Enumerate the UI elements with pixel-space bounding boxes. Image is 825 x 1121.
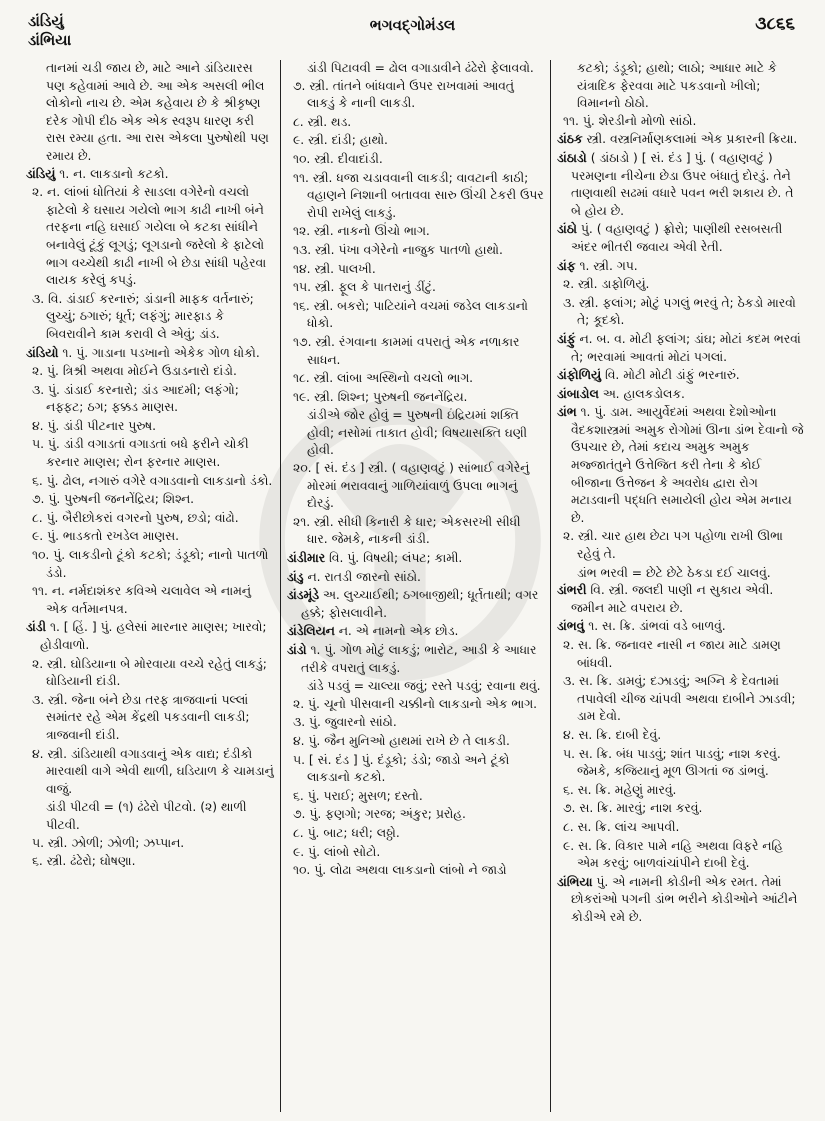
definition-text: ૧. પું. ડામ. આયુર્વેદમાં અથવા દેશોઓના વૈદકશાસ્ત્રમાં અમુક રોગોમાં ઊના ડાંભ દેવાનો જે ઉપચાર છે, તેમાં કદાચ અમુક અમુક મજ્જાતંતુને ઉત્તેજિત કરી તેના કે કોઈ બીજાના ઉત્તેજન કે અવરોધ દ્વારા રોગ મટાડવાની પદ્ધતિ સમાયેલી હોય એમ મનાય છે. [571, 405, 804, 525]
entry-sense [287, 862, 544, 880]
entry-sense [287, 714, 544, 732]
entry-sense [287, 298, 544, 333]
entry-sense [287, 151, 544, 169]
definition-text: ૨. પું. ચૂનો પીસવાની ચક્કીનો લાકડાનો એક ભાગ. [293, 696, 538, 711]
entry-sense [26, 382, 274, 417]
dictionary-entry [557, 404, 804, 527]
entry-sense [287, 334, 544, 369]
entry-sense [557, 819, 804, 837]
definition-text: ૫. [ સં. દંડ ] પું. દંડૂકો; ડંડો; જાડો અને ટૂંકો લાકડાનો કટકો. [293, 752, 510, 785]
dictionary-entry [557, 618, 804, 636]
dictionary-entry [287, 587, 544, 622]
entry-sense [26, 184, 274, 290]
dictionary-entry [26, 166, 274, 184]
entry-sense [26, 583, 274, 618]
entry-sense [287, 788, 544, 806]
definition-text: ૧૨. સ્ત્રી. નાકનો ઊંચો ભાગ. [293, 224, 430, 239]
definition-text: ૮. પું. બાટ; ધરી; લઠ્ઠો. [293, 825, 400, 840]
definition-text: અ. હાલકડોલક. [602, 386, 685, 401]
definition-text: ૪. પું. ડાંડી પીટનાર પુરુષ. [32, 418, 157, 433]
dictionary-entry [26, 619, 274, 654]
headword: ડાંફ [557, 258, 576, 273]
running-title: ભગવદ્ગોમંડલ [369, 16, 456, 34]
dictionary-entry [287, 569, 544, 587]
definition-text: ૭. સ્ત્રી. તાંતને બાંધવાને ઉપર રાખવામાં આવતું લાકડું કે નાની લાકડી. [293, 78, 514, 111]
dictionary-entry [557, 221, 804, 256]
entry-sense [26, 656, 274, 691]
entry-sense [557, 727, 804, 745]
definition-text: ૩. વિ. ડાંડાઈ કરનારું; ડાંડાની માફક વર્તનારું; લુચ્ચું; ઠગારું; ધૂર્ત; લફંગું; મારફાડ કે બિવરાવીને કામ કરાવી લે એવું; ડાંડ. [32, 291, 254, 341]
definition-text: ૧૫. સ્ત્રી. ફૂલ કે પાતરાનું ડીંટું. [293, 280, 436, 295]
definition-text: ૧. પું. ગાડાના પડખાનો એકેક ગોળ ધોકો. [62, 345, 260, 360]
entry-text [287, 60, 544, 78]
definition-text: ૮. પું. બૈરીછોકરાં વગરનો પુરુષ, છડો; વાંઢો. [32, 510, 239, 525]
headword: ડાંડુ [287, 569, 304, 584]
entry-sense [287, 370, 544, 388]
entry-sense [287, 170, 544, 223]
definition-text: ૧૬. સ્ત્રી. બકરો; પાટિયાંને વચમાં જડેલ લાકડાનો ધોકો. [293, 298, 528, 331]
definition-text: ૧૧. સ્ત્રી. ધજા ચડાવવાની લાકડી; વાવટાની કાઠી; વહાણને નિશાની બતાવવા સારુ ઊંચી ટેકરી ઉપર રોપી રાખેલું લાકડું. [293, 170, 544, 220]
definition-text: ૨. સ્ત્રી. ડાફોળિયું. [563, 277, 650, 292]
definition-text: ૨. સ્ત્રી. ઘોડિયાના બે મોરવાયા વચ્ચે રહેતું લાકડું; ઘોડિયાની દાંડી. [32, 656, 267, 689]
dictionary-entry [557, 386, 804, 404]
definition-text: ૯. સ. ક્રિ. વિકાર પામે નહિ અથવા વિફરે નહિ એમ કરવું; બાળવાંચાંપીને દાબી દેવું. [563, 838, 783, 871]
definition-text: અ. લુચ્ચાઈથી; ઠગબાજીથી; ધૂર્તતાથી; વગર હક્કે; ફોસલાવીને. [301, 588, 539, 620]
headword: ડાંબાડોલ [557, 386, 599, 401]
definition-text: તાનમાં ચડી જાય છે, માટે આને ડાંડિયારસ પણ કહેવામાં આવે છે. આ એક અસલી ભીલ લોકોનો નાચ છે. એમ કહેવાય છે કે શ્રીકૃષ્ણ દરેક ગોપી દીઠ એક એક સ્વરૂપ ધારણ કરી રાસ રમ્યા હતા. આ રાસ એકલા પુરુષોથી પણ રમાય છે. [46, 61, 269, 163]
headword: ડાંડિયું [26, 166, 56, 181]
entry-text [26, 799, 274, 834]
entry-sense [26, 436, 274, 471]
dictionary-entry [26, 345, 274, 363]
entry-sense [26, 510, 274, 528]
entry-sense [287, 78, 544, 113]
definition-text: ૫. સ. ક્રિ. બંધ પાડવું; શાંત પાડવું; નાશ કરવું. જેમકે, કજિયાનું મૂળ ઊગતાં જ ડાંભવું. [563, 746, 781, 779]
entry-sense [557, 113, 804, 131]
headword: ડાંભિયા [557, 874, 593, 889]
definition-text: ( ડાંઠાડો ) [ સં. દંડ ] પું. ( વહાણવટું ) પરમણના નીચેના છેડા ઉપર બંધાતું દોરડું. તેને તાણવાથી સઢમાં વધારે પવન ભરી શકાય છે. તે બે હોય છે. [571, 150, 794, 218]
definition-text: વિ. મોટી મોટી ડાંફું ભરનારું. [604, 368, 740, 383]
definition-text: ૬. પું. ઢોલ, નગારું વગેરે વગાડવાનો લાકડાનો ડંકો. [32, 473, 273, 488]
dictionary-entry [287, 623, 544, 641]
entry-sense [557, 295, 804, 330]
definition-text: ૧૭. સ્ત્રી. રંગવાના કામમાં વપરાતું એક નળાકાર સાધન. [293, 334, 520, 367]
definition-text: પું. એ નામની કોડીની એક રમત. તેમાં છોકરાંઓ પગની ડાંભ ભરીને કોડીઓને આંટીને કોડીએ રમે છે. [571, 874, 798, 924]
definition-text: ૧. ન. લાકડાનો કટકો. [59, 166, 169, 181]
dictionary-entry [557, 258, 804, 276]
entry-sense [26, 363, 274, 381]
definition-text: ૧૮. સ્ત્રી. લાંબા અસ્થિનો વચલો ભાગ. [293, 371, 474, 386]
definition-text: ૬. પું. પરાઈ; મુસળ; દસ્તો. [293, 788, 423, 803]
definition-text: ડાંડે પડવું = ચાલ્યા જવું; રસ્તે પડવું; રવાના થવું. [307, 679, 541, 694]
definition-text: ૬. સ. ક્રિ. મહેણું મારવું. [563, 782, 677, 797]
entry-sense [26, 291, 274, 344]
definition-text: ૨. પું. ત્રિશ્રી અથવા મોઈને ઉડાડનારો દાંડો. [32, 364, 237, 379]
definition-text: ૨૧. સ્ત્રી. સીધી કિનારી કે ધાર; એકસરખી સીધી ધાર. જેમકે, નાકની ડાંડી. [293, 514, 521, 547]
headword: ડાંડી [26, 620, 47, 635]
page-number: ૩૮૬૬ [755, 14, 795, 34]
column-3 [550, 60, 810, 1112]
definition-text: ૨. ન. લાંબાં ધોતિયાં કે સાડલા વગેરેનો વચલો ફાટેલો કે ઘસાય ગયેલો ભાગ કાઢી નાખી બંને તરફના નહિ ઘસાઈ ગયેલા બે કટકા સાંધીને બનાવેલું ટૂંકું લૂગડું; લૂગડાનો જરેલો કે ફાટેલો ભાગ વચ્ચેથી કાઢી નાખી બે છેડા સાંધી પહેરવા લાયક કરેલું કપડું. [32, 185, 267, 288]
definition-text: ૯. પું. ભાડકતો રખડેલ માણસ. [32, 529, 180, 544]
entry-sense [26, 835, 274, 853]
headword: ડાંડિયો [26, 345, 59, 360]
entry-sense [557, 673, 804, 726]
definition-text: ૧૦. પું. લોઢા અથવા લાકડાનો લાંબો ને જાડો [293, 863, 507, 878]
definition-text: ૯. સ્ત્રી. દાંડી; હાથો. [293, 133, 388, 148]
headword: ડાંઠાડો [557, 150, 587, 165]
entry-sense [557, 800, 804, 818]
entry-sense [287, 389, 544, 407]
entry-sense [287, 132, 544, 150]
column-1 [20, 60, 280, 1112]
definition-text: ૨૦. [ સં. દંડ ] સ્ત્રી. ( વહાણવટું ) સાંભાઈ વગેરેનું મોરમાં ભરાવવાનું ગાળિયાંવાળું ઉપલા ભાગનું દોરડું. [293, 461, 530, 511]
entry-sense [557, 746, 804, 781]
headword: ડાંફોળિયું [557, 368, 602, 383]
entry-sense [287, 752, 544, 787]
definition-text: ન. બ. વ. મોટી ફલાંગ; ડાંઘ; મોટાં કદમ ભરવાં તે; ભરવામાં આવતાં મોટાં પગલાં. [571, 331, 801, 364]
headword: ડાંભવું [557, 619, 585, 634]
dictionary-body [20, 60, 810, 1112]
entry-sense [287, 825, 544, 843]
definition-text: ૧. પું. ગોળ મોટું લાકડું; ભારોટ, આડી કે આધાર તરીકે વપરાતું લાકડું. [301, 643, 537, 675]
headword: ડાંડો [287, 643, 307, 657]
headword: ડાંભરી [557, 583, 587, 598]
definition-text: સ્ત્રી. વસ્ત્રનિર્માણકલામાં એક પ્રકારની ક્રિયા. [586, 132, 798, 147]
definition-text: ૪. સ. ક્રિ. દાબી દેવું. [563, 727, 662, 742]
dictionary-entry [557, 131, 804, 149]
entry-sense [26, 418, 274, 436]
headword: ડાંઠક [557, 132, 583, 147]
definition-text: ૧૧. ન. નર્મદાશંકર કવિએ ચલાવેલ એ નામનું એક વર્તમાનપત્ર. [32, 584, 251, 616]
definition-text: ૧૦. સ્ત્રી. દીવાદાંડી. [293, 151, 383, 166]
entry-text [26, 60, 274, 166]
definition-text: ૧. સ્ત્રી. ગપ. [579, 258, 638, 273]
definition-text: વિ. પું. વિષયી; લંપટ; કામી. [329, 551, 463, 566]
dictionary-entry [287, 642, 544, 677]
definition-text: ૩. પું. ડાંડાઈ કરનારો; ડાંડ આદમી; લફંગો; નફ્ફટ; ઠગ; ફક્કડ માણસ. [32, 382, 239, 415]
definition-text: ૧. [ હિં. ] પું. હલેસાં મારનાર માણસ; ખારવો; હોડીવાળો. [40, 620, 267, 652]
entry-text [557, 60, 804, 113]
entry-sense [26, 746, 274, 799]
entry-sense [26, 491, 274, 509]
entry-text [287, 407, 544, 460]
entry-sense [287, 261, 544, 279]
definition-text: ૫. સ્ત્રી. ઝોળી; ઝોળી; ઝપ્પાન. [32, 835, 185, 850]
definition-text: પું. ( વહાણવટું ) ફ્રોરો; પાણીથી રસબસતી અંદર ભીતરી જવાય એવી રેતી. [571, 222, 783, 254]
entry-sense [287, 696, 544, 714]
headword: ડાંઠો [557, 222, 577, 237]
dictionary-entry [557, 331, 804, 366]
entry-sense [557, 838, 804, 873]
definition-text: ૭. પું. ફણગો; ગરજ; અંકુર; પ્રરોહ. [293, 807, 466, 822]
definition-text: ૧૪. સ્ત્રી. પાલખી. [293, 261, 376, 276]
definition-text: ૧૯. સ્ત્રી. શિશ્ન; પુરુષની જનનેંદ્રિય. [293, 389, 468, 404]
dictionary-entry [557, 582, 804, 617]
definition-text: ૨. સ. ક્રિ. જનાવર નાસી ન જાય માટે ડામણ બાંધવી. [563, 638, 781, 670]
definition-text: વિ. સ્ત્રી. જલદી પાણી ન સુકાય એવી. જમીન માટે વપરાય છે. [571, 583, 774, 615]
entry-sense [557, 637, 804, 672]
dictionary-entry [557, 150, 804, 220]
definition-text: ૧૩. સ્ત્રી. પંખા વગેરેનો નાજુક પાતળો હાથો. [293, 242, 503, 257]
entry-sense [26, 692, 274, 745]
entry-sense [557, 782, 804, 800]
definition-text: ૯. પું. લાંબો સોટો. [293, 844, 381, 859]
entry-sense [26, 853, 274, 871]
dictionary-entry [557, 874, 804, 927]
definition-text: ન. એ નામનો એક છોડ. [338, 624, 459, 639]
entry-sense [557, 276, 804, 294]
entry-sense [287, 514, 544, 549]
definition-text: ૧૦. પું. લાકડીનો ટૂંકો કટકો; ડંડૂકો; નાનો પાતળો ડંડો. [32, 548, 269, 580]
definition-text: ૪. સ્ત્રી. ડાંડિયાથી વગાડવાનું એક વાદ્ય; દંડીકો મારવાથી વાગે એવી થાળી, ઘડિયાળ કે ચામડાનું વાજું. [32, 746, 274, 796]
definition-text: ૮. સ. ક્રિ. લાંચ આપવી. [563, 819, 680, 834]
definition-text: ડાંભ ભરવી = છેટે છેટે ઠેકડા દઈ ચાલવું. [577, 565, 771, 580]
definition-text: ૧૧. પું. શેરડીનો મોળો સાંઠો. [563, 113, 697, 128]
definition-text: ૩. સ્ત્રી. જેના બંને છેડા તરફ ત્રાજવાનાં પલ્લાં સમાંતર રહે એમ કેંદ્રથી પકડવાની લાકડી; ત્રાજવાની દાંડી. [32, 692, 250, 742]
headword: ડાંડેલિયન [287, 624, 335, 639]
entry-sense [287, 242, 544, 260]
entry-sense [287, 460, 544, 513]
definition-text: ૩. સ્ત્રી. ફલાંગ; મોટું પગલું ભરવું તે; ઠેકડો મારવો તે; કૂદકો. [563, 295, 796, 328]
entry-sense [26, 528, 274, 546]
guide-word-first: ડાંડિયું [28, 12, 64, 30]
headword: ડાંડમૂંડે [287, 588, 319, 603]
guide-word-last: ડાંભિયા [28, 31, 72, 49]
definition-text: ૭. પું. પુરુષની જનનેંદ્રિય; શિશ્ન. [32, 492, 195, 507]
headword: ડાંફું [557, 331, 576, 346]
entry-sense [287, 733, 544, 751]
page-header [0, 0, 825, 58]
entry-sense [26, 473, 274, 491]
definition-text: ન. રાતડી જારનો સાંઠો. [307, 569, 421, 584]
definition-text: ૩. પું. જુવારનો સાંઠો. [293, 715, 397, 730]
entry-text [287, 678, 544, 696]
definition-text: ૭. સ. ક્રિ. મારવું; નાશ કરવું. [563, 801, 703, 816]
definition-text: ૮. સ્ત્રી. થડ. [293, 114, 352, 129]
definition-text: ડાંડીએ જોર હોવું = પુરુષની ઇંદ્રિયમાં શક્તિ હોવી; નસોમાં તાકાત હોવી; વિષયાસક્તિ ઘણી હોવી. [307, 408, 528, 458]
definition-text: ડાંડી પીટવી = (૧) ઢંઢેરો પીટવો. (૨) થાળી પીટવી. [46, 800, 247, 832]
definition-text: ૩. સ. ક્રિ. ડામવું; દઝાડવું; અગ્નિ કે દેવતામાં તપાવેલી ચીજ ચાંપવી અથવા દાબીને ઝાડવી; ડામ દેવો. [563, 674, 796, 724]
entry-sense [287, 114, 544, 132]
entry-sense [26, 547, 274, 582]
definition-text: ૨. સ્ત્રી. ચાર હાથ છેટા પગ પહોળા રાખી ઊભા રહેવું તે. [563, 529, 783, 562]
column-2 [280, 60, 550, 1112]
definition-text: ૬. સ્ત્રી. ઢંઢેરો; ઘોષણા. [32, 854, 136, 869]
entry-sense [287, 806, 544, 824]
definition-text: ૫. પું. ડાંડી વગાડતાં વગાડતાં બધે ફરીને ચોકી કરનાર માણસ; રોન ફરનાર માણસ. [32, 437, 249, 470]
headword: ડાંડીમાર [287, 551, 326, 566]
dictionary-entry [287, 550, 544, 568]
dictionary-entry [557, 367, 804, 385]
definition-text: ૧. સ. ક્રિ. ડાંભવાં વડે બાળવું. [588, 619, 726, 634]
entry-sense [557, 528, 804, 563]
headword: ડાંભ [557, 405, 577, 420]
entry-sense [287, 279, 544, 297]
entry-sense [287, 844, 544, 862]
entry-text [557, 565, 804, 583]
entry-sense [287, 223, 544, 241]
definition-text: ડાંડી પિટાવવી = ઢોલ વગાડાવીને ઢંઢેરો ફેલાવવો. [307, 61, 534, 75]
definition-text: ૪. પું. જૈન મુનિઓ હાથમાં રાખે છે તે લાકડી. [293, 733, 510, 748]
definition-text: કટકો; ડંડૂકો; હાથો; લાઠો; આધાર માટે કે યંત્રાદિક ફેરવવા માટે પકડવાનો ખીલો; વિમાનનો ઠોઠો. [577, 61, 777, 111]
